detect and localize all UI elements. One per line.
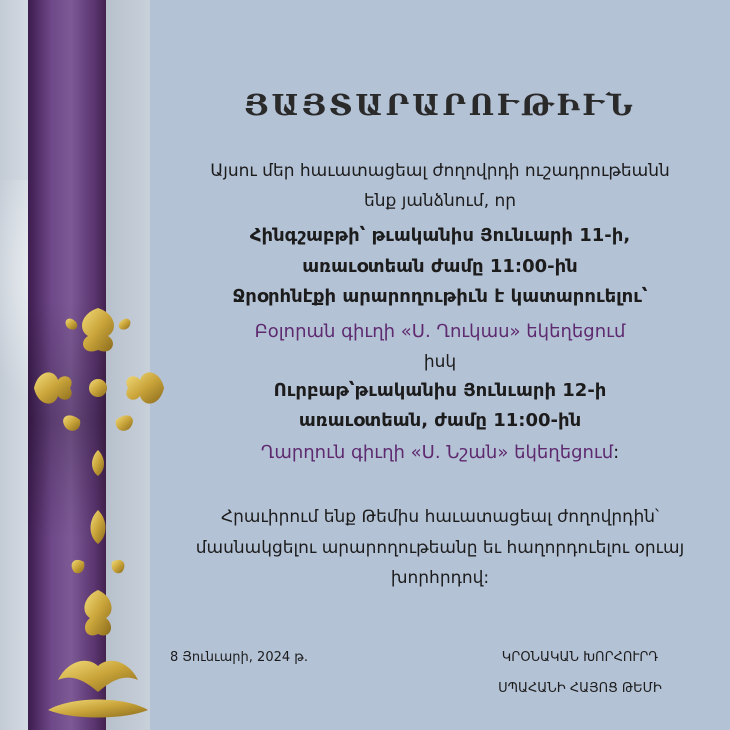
friday-line-2: առաւօտեան, ժամը 11:00-ին bbox=[298, 410, 582, 431]
intro-line-2: ենք յանձնում, որ bbox=[363, 191, 517, 211]
invite-line-1: Հրաւիրում ենք Թեմիս հաւատացեալ ժողովրդին՝ bbox=[220, 507, 660, 527]
intro-line-1: Այսու մեր հաւատացեալ ժողովրդի ուշադրութեանն bbox=[210, 161, 670, 181]
invite-line-3: խորհրդով: bbox=[390, 568, 490, 588]
signature-line-2: ՍՊԱՀԱՆԻ ՀԱՅՈՑ ԹԵՄԻ bbox=[498, 681, 662, 696]
signature-line-1: ԿՐՕՆԱԿԱՆ ԽՈՐՀՈՒՐԴ bbox=[501, 650, 659, 665]
announcement bbox=[150, 0, 730, 730]
invite-line-2: մասնակցելու արարողութեանը եւ հաղորդուելու օրւայ bbox=[195, 538, 685, 558]
church-2-punct: : bbox=[613, 442, 620, 463]
date: 8 Յունւարի, 2024 թ. bbox=[170, 650, 308, 665]
church-2-line bbox=[150, 442, 730, 464]
thursday-line-2: առաւօտեան ժամը 11:00-ին bbox=[302, 256, 578, 277]
thursday-line-1: Հինգշաբթի՝ թւականիս Յունւարի 11-ի, bbox=[249, 225, 631, 246]
page-title: ՅԱՅՏԱՐԱՐՈՒԹԻՒՆ bbox=[244, 88, 636, 122]
church-2: Ղարղուն գիւղի «Ս. Նշան» եկեղեցում bbox=[260, 442, 614, 463]
church-1: Բօլորան գիւղի «Ս. Ղուկաս» եկեղեցում bbox=[254, 321, 626, 342]
conjunction: իսկ bbox=[423, 352, 457, 372]
friday-line-1: Ուրբաթ՝թւականիս Յունւարի 12-ի bbox=[273, 380, 607, 401]
thursday-line-3: Ջրօրհնէքի արարողութիւն է կատարուելու՝ bbox=[232, 286, 648, 307]
